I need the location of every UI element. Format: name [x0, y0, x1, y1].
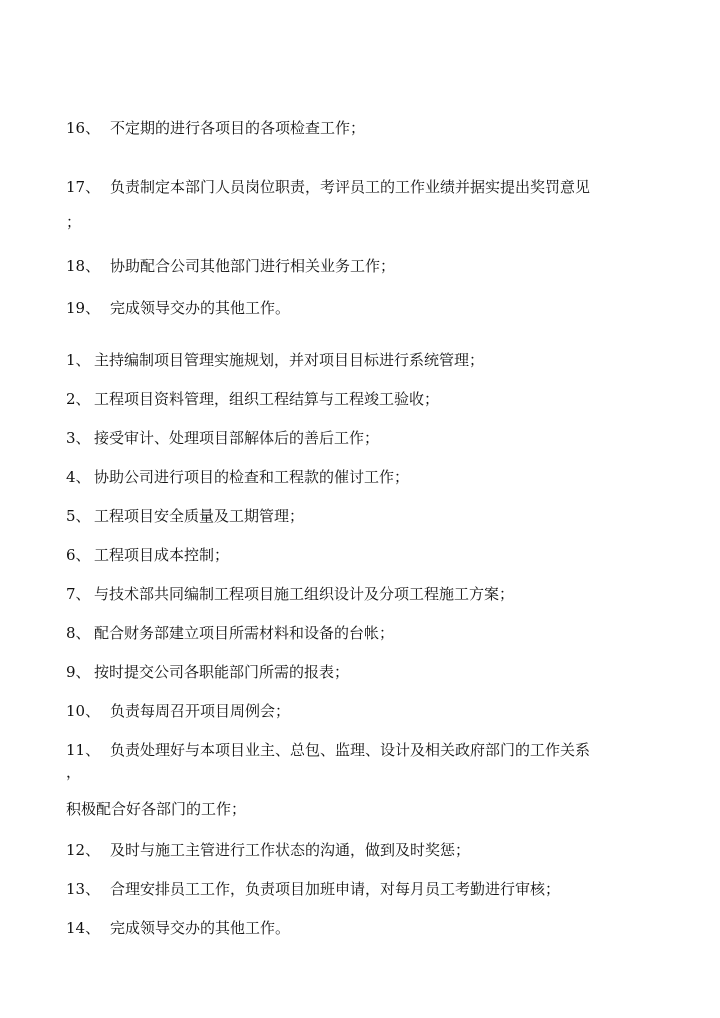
item-number: 17、 — [66, 178, 101, 196]
item-text: 主持编制项目管理实施规划，并对项目目标进行系统管理； — [94, 351, 485, 369]
list-item — [66, 428, 379, 448]
list-item — [66, 879, 560, 899]
item-text: 工程项目成本控制； — [94, 546, 230, 564]
list-item — [66, 467, 409, 487]
item-text: 负责每周召开项目周例会； — [110, 702, 291, 720]
list-item — [66, 623, 394, 643]
item-text: 负责制定本部门人员岗位职责，考评员工的工作业绩并据实提出奖罚意见 — [110, 178, 591, 196]
item-text: 按时提交公司各职能部门所需的报表； — [94, 663, 350, 681]
item-text: 合理安排员工工作，负责项目加班申请，对每月员工考勤进行审核； — [110, 880, 561, 898]
item-text: 协助配合公司其他部门进行相关业务工作； — [110, 257, 396, 275]
list-item — [66, 256, 395, 276]
item-text: 负责处理好与本项目业主、总包、监理、设计及相关政府部门的工作关系 — [110, 741, 591, 759]
item-text: 工程项目资料管理，组织工程结算与工程竣工验收； — [94, 390, 440, 408]
list-item — [66, 118, 365, 138]
list-item — [66, 545, 229, 565]
list-item — [66, 840, 470, 860]
item-text: 积极配合好各部门的工作； — [66, 800, 247, 818]
item-text: 不定期的进行各项目的各项检查工作； — [110, 119, 366, 137]
list-item — [66, 389, 439, 409]
item-text: 完成领导交办的其他工作。 — [110, 919, 291, 937]
list-item — [66, 740, 590, 760]
item-text-continuation: ， — [66, 763, 82, 781]
item-number: 8、 — [66, 624, 91, 642]
item-text: 工程项目安全质量及工期管理； — [94, 507, 305, 525]
item-text: 及时与施工主管进行工作状态的沟通，做到及时奖惩； — [110, 841, 471, 859]
item-number: 9、 — [66, 663, 91, 681]
item-text-continuation: ； — [66, 213, 82, 231]
list-item — [66, 662, 349, 682]
item-number: 14、 — [66, 919, 101, 937]
item-number: 7、 — [66, 585, 91, 603]
item-text: 配合财务部建立项目所需材料和设备的台帐； — [94, 624, 395, 642]
list-item — [66, 701, 290, 721]
item-number: 5、 — [66, 507, 91, 525]
item-number: 13、 — [66, 880, 101, 898]
item-number: 1、 — [66, 351, 91, 369]
item-number: 16、 — [66, 119, 101, 137]
item-number: 6、 — [66, 546, 91, 564]
item-number: 11、 — [66, 741, 101, 759]
list-item — [66, 506, 304, 526]
item-text: 完成领导交办的其他工作。 — [110, 299, 291, 317]
item-number: 18、 — [66, 257, 101, 275]
item-text: 与技术部共同编制工程项目施工组织设计及分项工程施工方案； — [94, 585, 515, 603]
list-item — [66, 350, 484, 370]
list-item — [66, 918, 290, 938]
item-number: 3、 — [66, 429, 91, 447]
item-number: 4、 — [66, 468, 91, 486]
list-item — [66, 799, 246, 819]
item-number: 12、 — [66, 841, 101, 859]
item-number: 10、 — [66, 702, 101, 720]
list-item — [66, 584, 514, 604]
item-text: 协助公司进行项目的检查和工程款的催讨工作； — [94, 468, 410, 486]
list-item — [66, 298, 290, 318]
item-text: 接受审计、处理项目部解体后的善后工作； — [94, 429, 380, 447]
item-number: 2、 — [66, 390, 91, 408]
list-item — [66, 177, 590, 197]
item-number: 19、 — [66, 299, 101, 317]
